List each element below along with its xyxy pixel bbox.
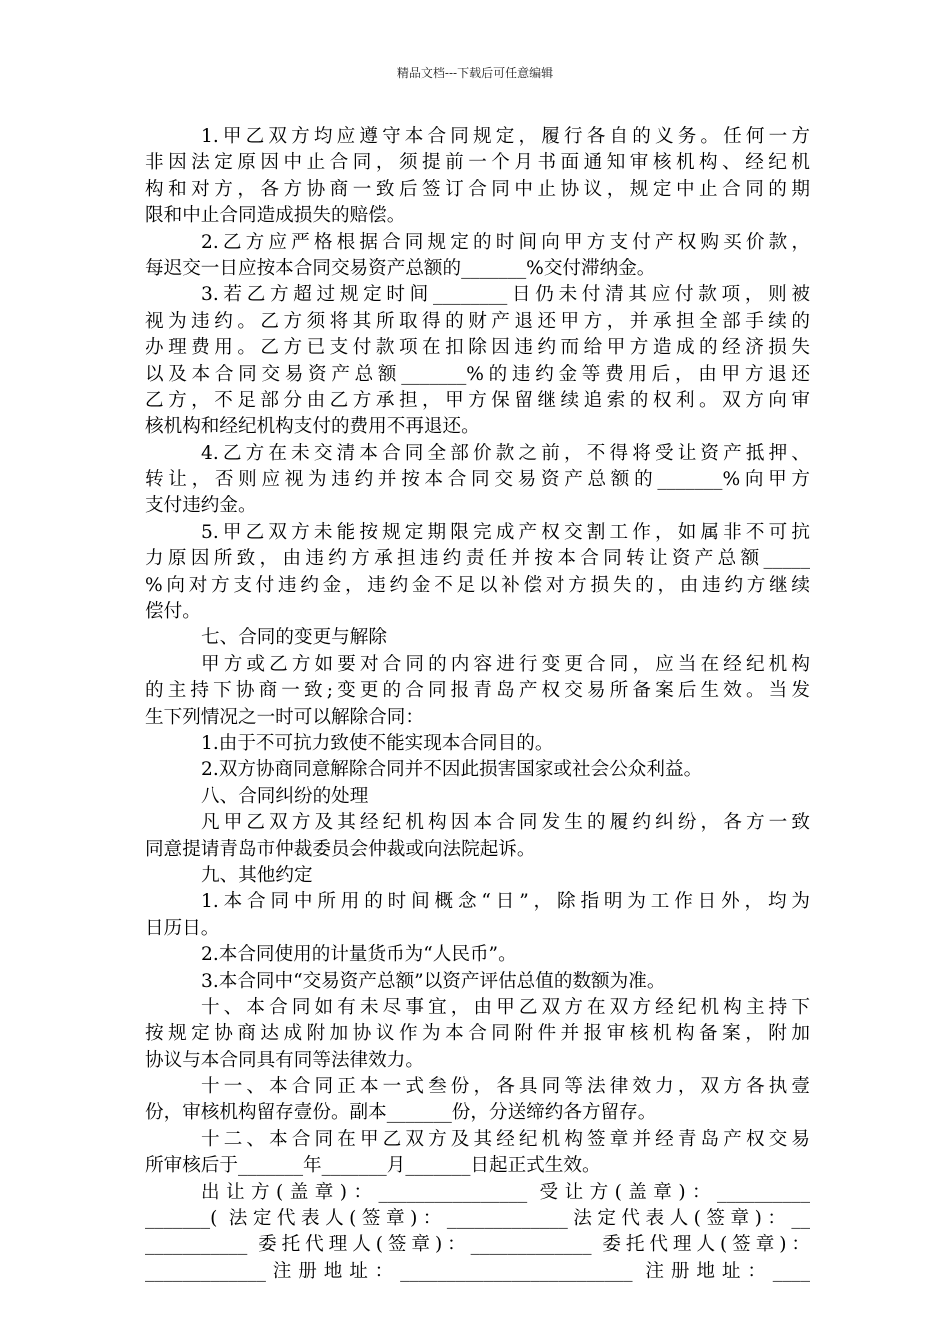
document-line: 十一、本合同正本一式叁份，各具同等法律效力，双方各执壹 <box>201 1076 810 1098</box>
document-line: 1.由于不可抗力致使不能实现本合同目的。 <box>201 732 554 754</box>
document-line: 办理费用。乙方已支付款项在扣除因违约而给甲方造成的经济损失 <box>145 337 810 359</box>
document-line: 支付违约金。 <box>145 495 257 517</box>
document-line: 按规定协商达成附加协议作为本合同附件并报审核机构备案，附加 <box>145 1023 810 1045</box>
document-line: 同意提请青岛市仲裁委员会仲裁或向法院起诉。 <box>145 838 536 860</box>
document-line: 3.本合同中“交易资产总额”以资产评估总值的数额为准。 <box>201 970 666 992</box>
document-line: 甲方或乙方如要对合同的内容进行变更合同，应当在经纪机构 <box>201 653 810 675</box>
document-line: 限和中止合同造成损失的赔偿。 <box>145 205 406 227</box>
document-line: 构和对方，各方协商一致后签订合同中止协议，规定中止合同的期 <box>145 178 810 200</box>
document-line: 十、本合同如有未尽事宜，由甲乙双方在双方经纪机构主持下 <box>201 996 810 1018</box>
document-line: 2.双方协商同意解除合同并不因此损害国家或社会公众利益。 <box>201 759 703 781</box>
document-line: 份，审核机构留存壹份。副本_______份，分送缔约各方留存。 <box>145 1102 657 1124</box>
document-line: 协议与本合同具有同等法律效力。 <box>145 1049 424 1071</box>
document-line: 的主持下协商一致;变更的合同报青岛产权交易所备案后生效。当发 <box>145 680 810 702</box>
document-line: 2.乙方应严格根据合同规定的时间向甲方支付产权购买价款， <box>201 231 810 253</box>
document-line: _______( 法定代表人(签章)：_____________法定代表人(签章)：__ <box>145 1208 810 1230</box>
document-line: 出让方(盖章)：________________ 受让方(盖章)：__________ <box>201 1181 810 1203</box>
document-line: 凡甲乙双方及其经纪机构因本合同发生的履约纠纷，各方一致 <box>201 812 810 834</box>
document-line: 偿付。 <box>145 601 201 623</box>
document-line: 3.若乙方超过规定时间________日仍未付清其应付款项，则被 <box>201 284 810 306</box>
document-line: 乙方，不足部分由乙方承担，甲方保留继续追索的权利。双方向审 <box>145 389 810 411</box>
document-line: 转让，否则应视为违约并按本合同交易资产总额的_______%向甲方 <box>145 469 810 491</box>
document-line: 八、合同纠纷的处理 <box>201 785 369 807</box>
document-line: ___________ 委托代理人(签章)：_____________ 委托代理人(签章)： <box>145 1234 810 1256</box>
document-line: 1.甲乙双方均应遵守本合同规定，履行各自的义务。任何一方 <box>201 126 810 147</box>
document-line: 1.本合同中所用的时间概念“日”，除指明为工作日外，均为 <box>201 891 810 913</box>
document-line: 日历日。 <box>145 917 220 939</box>
document-line: 每迟交一日应按本合同交易资产总额的_______%交付滞纳金。 <box>145 257 656 279</box>
contract-body <box>145 124 810 1285</box>
document-line: 力原因所致，由违约方承担违约责任并按本合同转让资产总额_____ <box>145 548 810 570</box>
document-line: 核机构和经纪机构支付的费用不再退还。 <box>145 416 480 438</box>
document-line: 生下列情况之一时可以解除合同： <box>145 706 424 728</box>
document-line: 九、其他约定 <box>201 864 313 886</box>
document-line: 七、合同的变更与解除 <box>201 627 387 649</box>
document-line: 所审核后于_______年_______月_______日起正式生效。 <box>145 1155 601 1177</box>
document-line: 视为违约。乙方须将其所取得的财产退还甲方，并承担全部手续的 <box>145 310 810 332</box>
page-header: 精品文档---下载后可任意编辑 <box>396 66 554 80</box>
document-line: 5.甲乙双方未能按规定期限完成产权交割工作，如属非不可抗 <box>201 521 810 543</box>
document-line: 4.乙方在未交清本合同全部价款之前，不得将受让资产抵押、 <box>201 442 810 464</box>
document-line: %向对方支付违约金，违约金不足以补偿对方损失的，由违约方继续 <box>145 574 810 596</box>
document-line: _____________注册地址：_________________________ 注册地址：____ <box>145 1260 810 1282</box>
document-line: 2.本合同使用的计量货币为“人民币”。 <box>201 944 517 966</box>
document-line: 以及本合同交易资产总额_______%的违约金等费用后，由甲方退还 <box>145 363 810 385</box>
document-line: 非因法定原因中止合同，须提前一个月书面通知审核机构、经纪机 <box>145 152 810 174</box>
document-line: 十二、本合同在甲乙双方及其经纪机构签章并经青岛产权交易 <box>201 1128 810 1150</box>
